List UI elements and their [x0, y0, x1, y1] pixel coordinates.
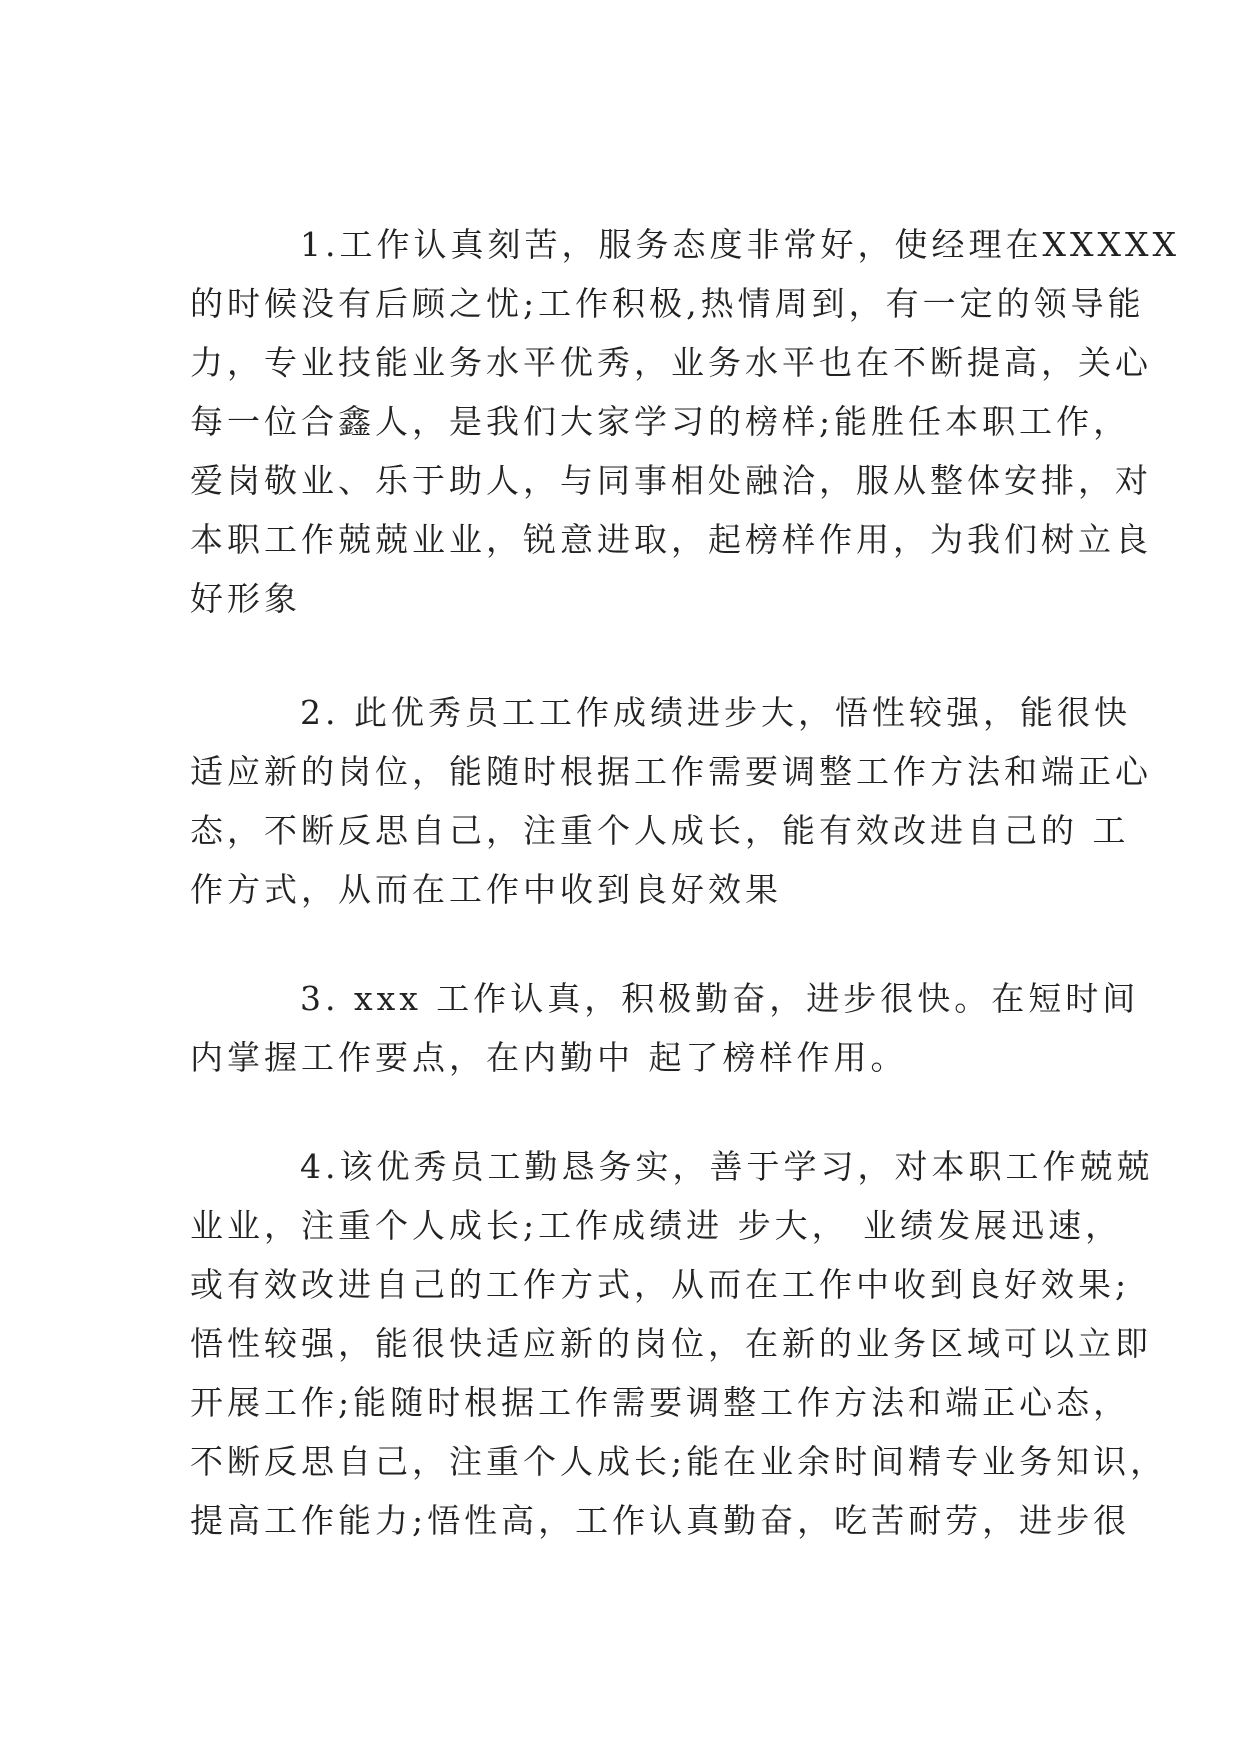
text-line: 业业，注重个人成长;工作成绩进 步大， 业绩发展迅速， [190, 1206, 1123, 1245]
paragraph-2 [190, 683, 1152, 919]
text-line: 力，专业技能业务水平优秀，业务水平也在不断提高，关心 [190, 343, 1152, 382]
text-line: 适应新的岗位，能随时根据工作需要调整工作方法和端正心 [190, 752, 1152, 791]
text-line: 提高工作能力;悟性高，工作认真勤奋，吃苦耐劳，进步很 [190, 1501, 1131, 1540]
text-line: 开展工作;能随时根据工作需要调整工作方法和端正心态， [190, 1383, 1131, 1422]
paragraph-4 [190, 1137, 1168, 1550]
text-line: 3. xxx 工作认真，积极勤奋，进步很快。在短时间 [300, 979, 1140, 1018]
text-line: 本职工作兢兢业业，锐意进取，起榜样作用，为我们树立良 [190, 520, 1152, 559]
text-line: 4.该优秀员工勤恳务实，善于学习，对本职工作兢兢 [300, 1147, 1154, 1186]
paragraph-3 [190, 969, 1140, 1087]
text-line: 1.工作认真刻苦，服务态度非常好，使经理在XXXXX [300, 225, 1180, 264]
text-line: 作方式，从而在工作中收到良好效果 [190, 870, 782, 909]
text-line: 2. 此优秀员工工作成绩进步大，悟性较强，能很快 [300, 693, 1131, 732]
text-line: 每一位合鑫人，是我们大家学习的榜样;能胜任本职工作， [190, 402, 1131, 441]
text-line: 或有效改进自己的工作方式，从而在工作中收到良好效果; [190, 1265, 1131, 1304]
text-line: 的时候没有后顾之忧;工作积极,热情周到，有一定的领导能 [190, 284, 1145, 323]
text-line: 爱岗敬业、乐于助人，与同事相处融洽，服从整体安排，对 [190, 461, 1152, 500]
text-line: 好形象 [190, 579, 301, 618]
text-line: 悟性较强，能很快适应新的岗位，在新的业务区域可以立即 [190, 1324, 1152, 1363]
text-line: 内掌握工作要点，在内勤中 起了榜样作用。 [190, 1038, 908, 1077]
text-line: 不断反思自己，注重个人成长;能在业余时间精专业务知识， [190, 1442, 1168, 1481]
paragraph-1 [190, 215, 1180, 628]
text-line: 态，不断反思自己，注重个人成长，能有效改进自己的 工 [190, 811, 1130, 850]
